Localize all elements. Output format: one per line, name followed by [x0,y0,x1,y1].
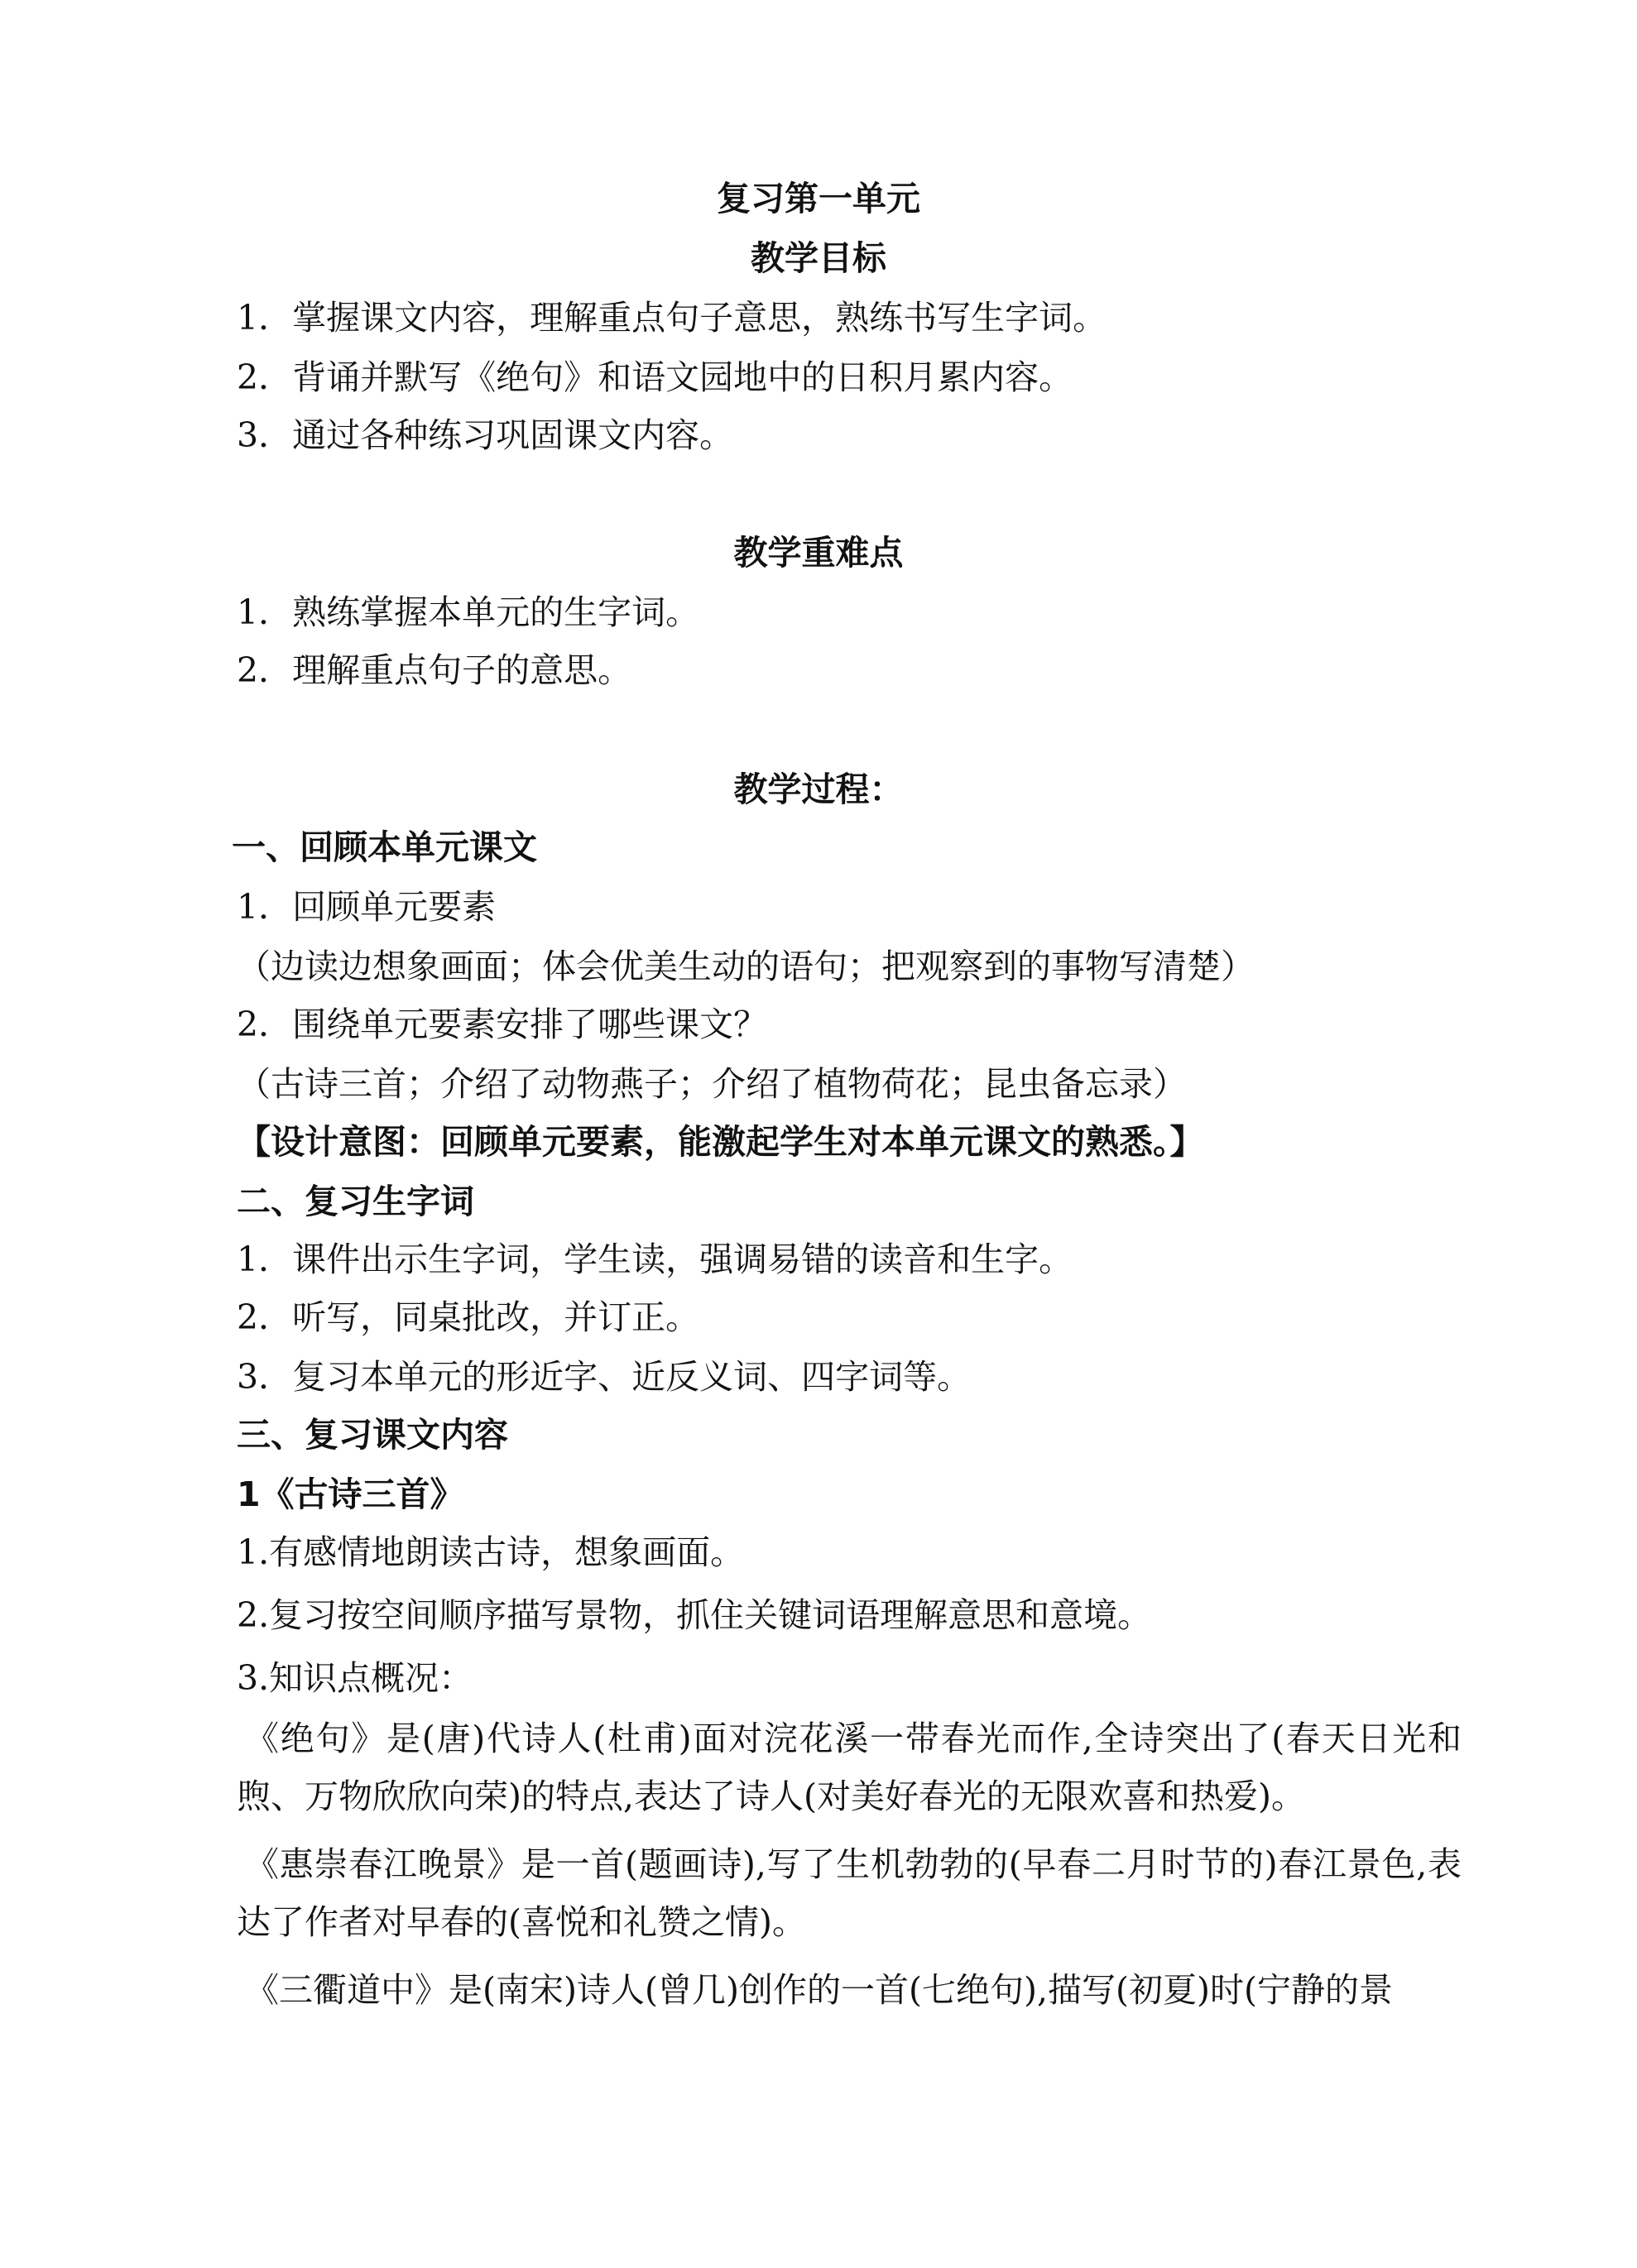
section-line: 1．回顾单元要素 [237,887,497,927]
poem-summary-paragraph: 《惠崇春江晚景》是一首(题画诗),写了生机勃勃的(早春二月时节的)春江景色,表达了作者对早春的(喜悦和礼赞之情)。 [237,1844,1462,1942]
objective-item: 1．掌握课文内容，理解重点句子意思，熟练书写生字词。 [237,298,1107,338]
objective-item: 2．背诵并默写《绝句》和语文园地中的日积月累内容。 [237,357,1073,397]
section-line: 1.有感情地朗读古诗，想象画面。 [237,1532,745,1572]
section-line: （边读边想象画面；体会优美生动的语句；把观察到的事物写清楚） [237,947,1255,986]
key-point-item: 1．熟练掌握本单元的生字词。 [237,592,700,632]
key-point-item: 2．理解重点句子的意思。 [237,650,632,690]
section-heading-text-content: 三、复习课文内容 [237,1415,508,1455]
section-heading-vocabulary: 二、复习生字词 [237,1182,474,1221]
key-points-heading: 教学重难点 [733,533,904,573]
design-intent-note: 【设计意图：回顾单元要素，能激起学生对本单元课文的熟悉。】 [237,1122,1204,1162]
document-title: 复习第一单元 [717,179,920,218]
section-line: 2．围绕单元要素安排了哪些课文？ [237,1005,768,1044]
section-heading-review-texts: 一、回顾本单元课文 [232,827,537,867]
section-line: 2.复习按空间顺序描写景物，抓住关键词语理解意思和意境。 [237,1595,1152,1635]
section-line: 3．复习本单元的形近字、近反义词、四字词等。 [237,1357,972,1397]
section-line: 2．听写，同桌批改，并订正。 [237,1297,700,1337]
objective-item: 3．通过各种练习巩固课文内容。 [237,415,734,455]
poem-summary-paragraph: 《三衢道中》是(南宋)诗人(曾几)创作的一首(七绝句),描写(初夏)时(宁静的景 [245,1970,1393,2010]
lesson-title: 1《古诗三首》 [237,1474,464,1514]
section-line: （古诗三首；介绍了动物燕子；介绍了植物荷花；昆虫备忘录） [237,1064,1187,1104]
section-line: 1．课件出示生字词，学生读，强调易错的读音和生字。 [237,1239,1073,1279]
poem-summary-paragraph: 《绝句》是(唐)代诗人(杜甫)面对浣花溪一带春光而作,全诗突出了(春天日光和煦、万物欣欣向荣)的特点,表达了诗人(对美好春光的无限欢喜和热爱)。 [237,1719,1462,1816]
process-heading: 教学过程： [733,770,904,809]
section-line: 3.知识点概况： [237,1658,473,1698]
objectives-heading: 教学目标 [751,238,886,278]
